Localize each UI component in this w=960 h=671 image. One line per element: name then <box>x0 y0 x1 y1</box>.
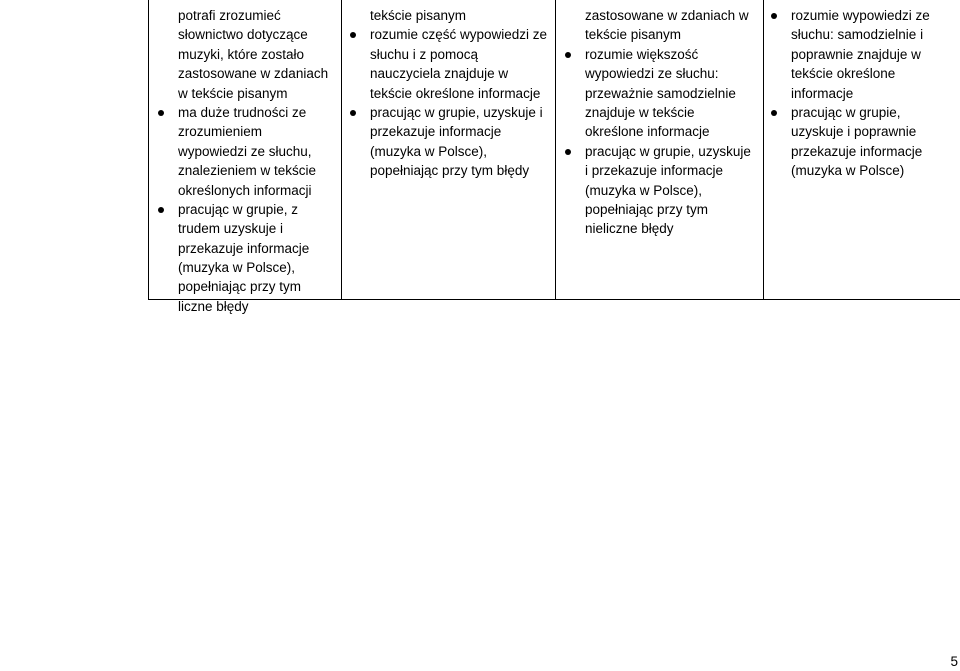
text-line: tekście pisanym <box>370 8 467 23</box>
text-line: rozumie większość <box>585 46 699 62</box>
text-line: w tekście pisanym <box>178 85 288 101</box>
text-line: pracując w grupie, z <box>178 201 299 217</box>
list-item <box>791 103 959 181</box>
bullet-icon <box>350 110 356 116</box>
text-line: zastosowane w zdaniach w <box>585 8 749 23</box>
text-line: liczne błędy <box>178 298 249 314</box>
bullet-icon <box>565 52 571 58</box>
table-cell-col3 <box>556 0 764 299</box>
bullet-icon <box>158 110 164 116</box>
bullet-icon <box>158 207 164 213</box>
list-item <box>178 200 340 316</box>
list-item <box>791 6 959 103</box>
list-item <box>585 45 763 142</box>
text-line: poprawnie znajduje w <box>791 46 921 62</box>
text-line: (muzyka w Polsce) <box>791 163 905 179</box>
text-line: popełniając przy tym <box>178 279 302 295</box>
text-line: i przekazuje informacje <box>585 163 724 179</box>
text-line: uzyskuje i poprawnie <box>791 124 917 140</box>
text-line: przekazuje informacje <box>370 124 502 140</box>
criteria-table <box>148 0 960 314</box>
text-line: tekście określone informacje <box>370 85 541 101</box>
list-item <box>370 25 554 103</box>
list-item <box>178 103 340 200</box>
list-item <box>585 6 763 45</box>
text-line: znalezieniem w tekście <box>178 163 317 179</box>
text-line: popełniając przy tym błędy <box>370 163 530 179</box>
list-item <box>370 103 554 181</box>
text-line: znajduje w tekście <box>585 104 695 120</box>
bullet-icon <box>771 13 777 19</box>
bullet-icon <box>565 149 571 155</box>
bullet-icon <box>350 32 356 38</box>
list-item <box>585 142 763 239</box>
text-line: przeważnie samodzielnie <box>585 85 736 101</box>
text-line: przekazuje informacje <box>791 143 923 159</box>
text-line: słuchu i z pomocą <box>370 46 479 62</box>
text-line: (muzyka w Polsce), <box>585 182 703 198</box>
text-line: tekście pisanym <box>585 27 682 43</box>
bullet-icon <box>771 110 777 116</box>
text-line: rozumie wypowiedzi ze <box>791 8 930 23</box>
text-line: pracując w grupie, uzyskuje i <box>370 104 543 120</box>
text-line: (muzyka w Polsce), <box>370 143 488 159</box>
text-line: pracując w grupie, <box>791 104 901 120</box>
text-line: słuchu: samodzielnie i <box>791 27 924 43</box>
text-line: (muzyka w Polsce), <box>178 260 296 276</box>
page-number: 5 <box>950 654 958 669</box>
table-cell-col2 <box>342 0 556 299</box>
text-line: nieliczne błędy <box>585 221 674 237</box>
text-line: ma duże trudności ze <box>178 104 307 120</box>
text-line: trudem uzyskuje i <box>178 221 284 237</box>
text-line: potrafi zrozumieć <box>178 8 281 23</box>
text-line: rozumie część wypowiedzi ze <box>370 27 548 43</box>
text-line: zastosowane w zdaniach <box>178 66 329 82</box>
text-line: wypowiedzi ze słuchu: <box>585 66 719 82</box>
text-line: określonych informacji <box>178 182 312 198</box>
text-line: popełniając przy tym <box>585 201 709 217</box>
text-line: muzyki, które zostało <box>178 46 305 62</box>
table-cell-col1 <box>149 0 342 314</box>
text-line: przekazuje informacje <box>178 240 310 256</box>
text-line: zrozumieniem <box>178 124 263 140</box>
text-line: słownictwo dotyczące <box>178 27 308 43</box>
text-line: wypowiedzi ze słuchu, <box>178 143 312 159</box>
text-line: tekście określone <box>791 66 896 82</box>
list-item <box>178 6 340 103</box>
text-line: informacje <box>791 85 854 101</box>
text-line: określone informacje <box>585 124 710 140</box>
table-cell-col4 <box>764 0 960 299</box>
text-line: nauczyciela znajduje w <box>370 66 509 82</box>
list-item <box>370 6 554 25</box>
text-line: pracując w grupie, uzyskuje <box>585 143 751 159</box>
